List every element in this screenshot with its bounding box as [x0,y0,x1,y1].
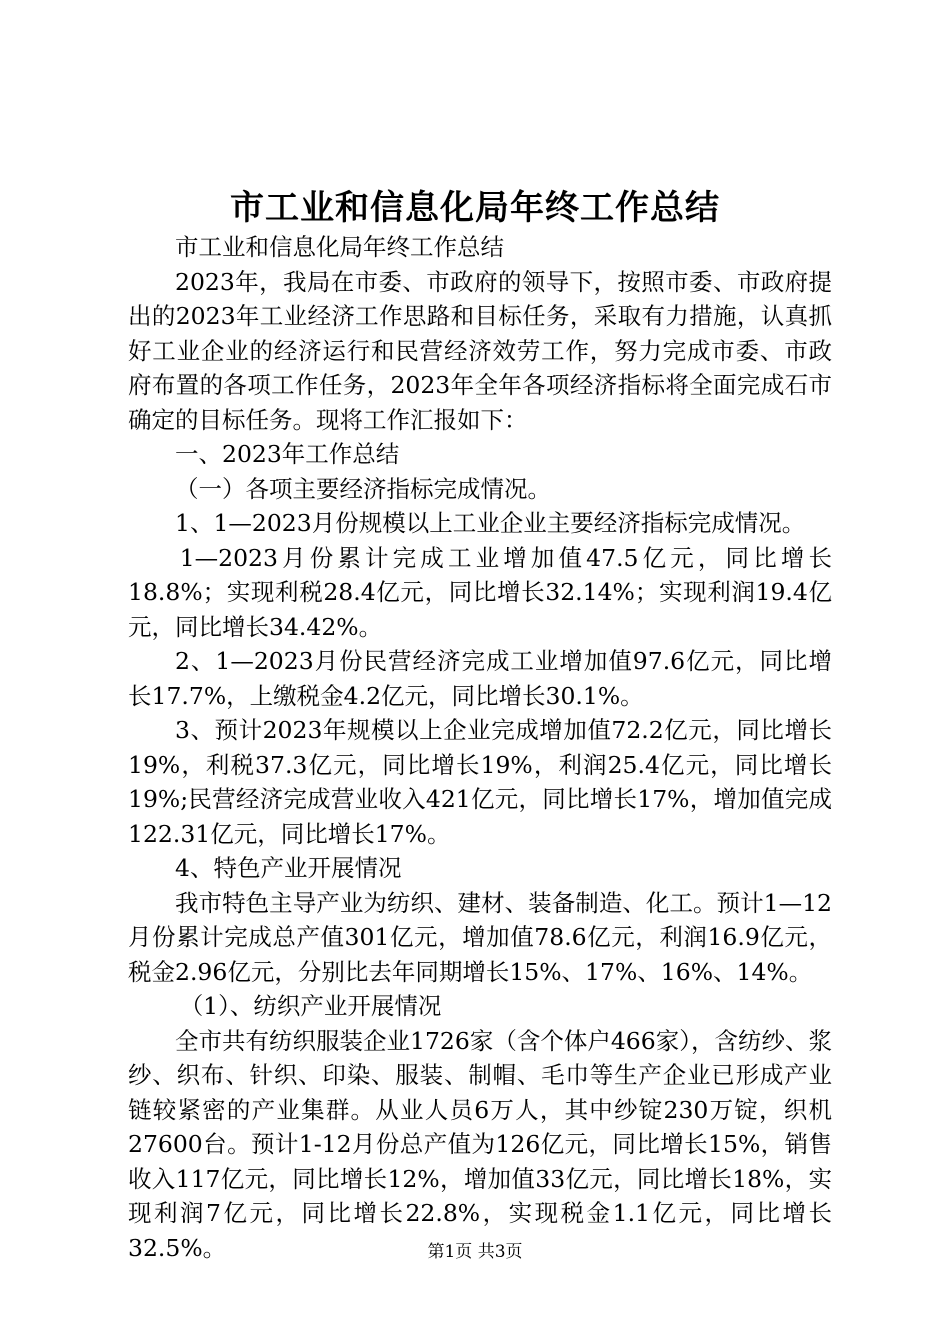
page-indicator: 第1页 共3页 [427,1242,523,1262]
document-body [128,230,832,1265]
subsection-heading: （一）各项主要经济指标完成情况。 [175,474,551,503]
paragraph: 1—2023月份累计完成工业增加值47.5亿元，同比增长18.8%；实现利税28.4亿元，同比增长32.14%；实现利润19.4亿元，同比增长34.42%。 [128,543,832,641]
page-title: 市工业和信息化局年终工作总结 [230,188,720,228]
item-heading: （1）、纺织产业开展情况 [179,992,442,1020]
item-heading: 4、特色产业开展情况 [175,854,402,882]
paragraph: 3、预计2023年规模以上企业完成增加值72.2亿元，同比增长19%，利税37.3亿元，同比增长19%，利润25.4亿元，同比增长19%;民营经济完成营业收入421亿元，同比增长17%，增加值完成122.31亿元，同比增长17%。 [128,716,832,848]
paragraph: 全市共有纺织服装企业1726家（含个体户466家），含纺纱、浆纱、织布、针织、印染、服装、制帽、毛巾等生产企业已形成产业链较紧密的产业集群。从业人员6万人，其中纱锭230万锭，织机27600台。预计1-12月份总产值为126亿元，同比增长15%，销售收入117亿元，同比增长12%，增加值33亿元，同比增长18%，实现利润7亿元，同比增长22.8%，实现税金1.1亿元，同比增长32.5%。 [128,1026,832,1262]
paragraph: 2、1—2023月份民营经济完成工业增加值97.6亿元，同比增长17.7%，上缴税金4.2亿元，同比增长30.1%。 [128,647,832,710]
item-heading: 1、1—2023月份规模以上工业企业主要经济指标完成情况。 [175,509,806,537]
paragraph-intro: 2023年，我局在市委、市政府的领导下，按照市委、市政府提出的2023年工业经济工作思路和目标任务，采取有力措施，认真抓好工业企业的经济运行和民营经济效劳工作，努力完成市委、市政府布置的各项工作任务，2023年全年各项经济指标将全面完成石市确定的目标任务。现将工作汇报如下： [128,267,832,434]
paragraph: 我市特色主导产业为纺织、建材、装备制造、化工。预计1—12月份累计完成总产值301亿元，增加值78.6亿元，利润16.9亿元，税金2.96亿元，分别比去年同期增长15%、17%、16%、14%。 [128,888,832,986]
paragraph-subtitle: 市工业和信息化局年终工作总结 [175,233,504,261]
section-heading: 一、2023年工作总结 [175,440,400,468]
